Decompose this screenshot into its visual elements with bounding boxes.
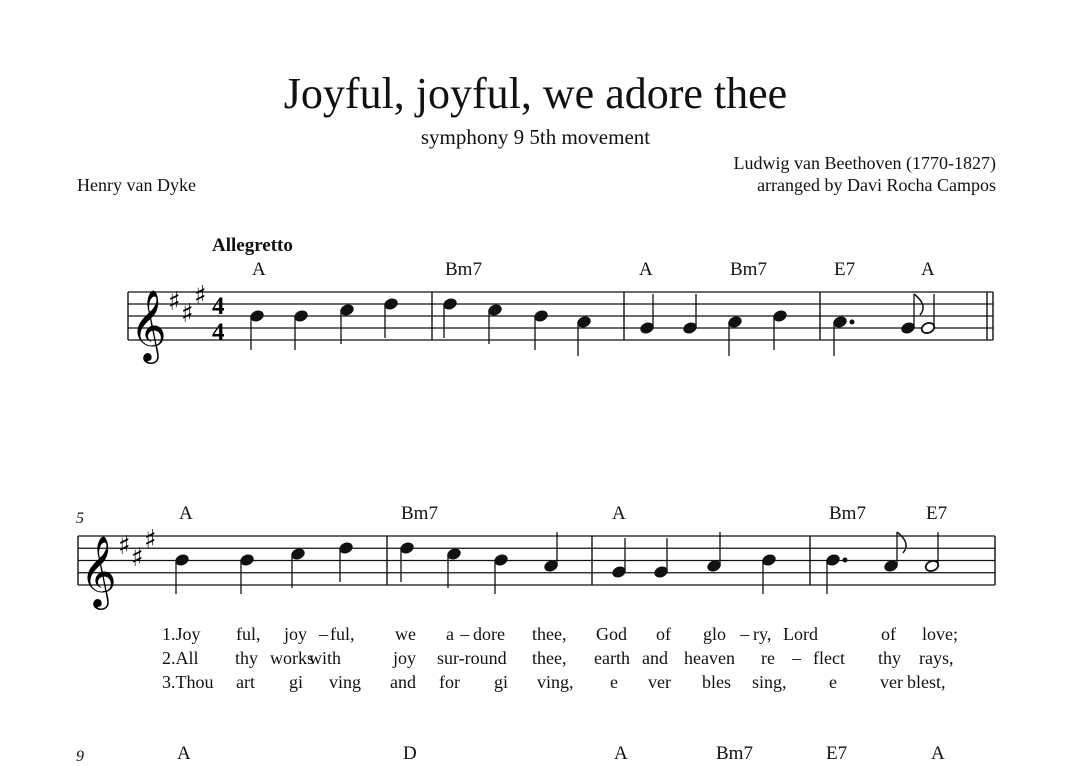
- chord-symbol: Bm7: [716, 743, 753, 764]
- music-note: [900, 294, 923, 335]
- music-note: [338, 541, 354, 582]
- tempo-marking: Allegretto: [212, 235, 293, 256]
- treble-clef-icon: 𝄞: [130, 288, 167, 361]
- lyric-verse-2-word: –: [792, 648, 801, 668]
- lyric-verse-1-word: God: [596, 624, 627, 644]
- music-note: [399, 541, 415, 582]
- music-note: [639, 294, 655, 335]
- lyric-verse-1-word: a: [446, 624, 454, 644]
- lyric-verse-3-word: sing,: [752, 672, 787, 692]
- augmentation-dot: [850, 320, 855, 325]
- lyric-verse-3-word: and: [390, 672, 416, 692]
- chord-symbol: A: [931, 743, 945, 764]
- staff-system-1: [128, 281, 993, 364]
- lyric-verse-3-word: e: [829, 672, 837, 692]
- composer-credit: Ludwig van Beethoven (1770-1827): [733, 153, 996, 173]
- chord-symbol: A: [614, 743, 628, 764]
- lyric-verse-3-word: 3.Thou: [162, 672, 214, 692]
- lyric-verse-3-word: ving: [329, 672, 362, 692]
- lyric-verse-2-word: heaven: [684, 648, 735, 668]
- music-note: [832, 315, 854, 356]
- lyric-verse-2-word: flect: [813, 648, 845, 668]
- treble-clef-icon: 𝄞: [80, 534, 117, 607]
- lyric-verse-1-word: ful,: [330, 624, 355, 644]
- eighth-note-flag: [897, 532, 906, 553]
- music-note: [239, 553, 255, 594]
- lyric-verse-2-word: re: [761, 648, 775, 668]
- music-note: [825, 553, 847, 594]
- lyric-verse-1-word: we: [395, 624, 416, 644]
- music-note: [493, 553, 509, 594]
- music-note: [761, 553, 777, 594]
- lyric-verse-3-word: ver: [648, 672, 671, 692]
- chord-symbol: Bm7: [829, 503, 866, 524]
- music-note: [174, 553, 190, 594]
- lyric-verse-1-word: glo: [703, 624, 727, 644]
- lyric-verse-3-word: blest,: [907, 672, 946, 692]
- chord-symbol: E7: [834, 259, 856, 280]
- chord-symbol: D: [403, 743, 417, 764]
- lyric-verse-3-word: ver: [880, 672, 903, 692]
- music-note: [339, 303, 355, 344]
- music-note: [883, 532, 906, 573]
- lyric-verse-1-word: 1.Joy: [162, 624, 201, 644]
- chord-symbol: A: [921, 259, 935, 280]
- lyric-verse-3-word: for: [439, 672, 460, 692]
- music-note: [533, 309, 549, 350]
- lyric-verse-3-word: bles: [702, 672, 731, 692]
- lyric-verse-3-word: art: [236, 672, 255, 692]
- chord-symbol: Bm7: [445, 259, 482, 280]
- lyric-verse-1-word: –: [460, 624, 469, 644]
- lyric-verse-1-word: ry,: [753, 624, 772, 644]
- music-note: [706, 532, 722, 573]
- chord-symbol: A: [179, 503, 193, 524]
- music-note: [653, 538, 669, 579]
- song-title: Joyful, joyful, we adore thee: [283, 69, 788, 118]
- lyric-verse-1-word: –: [319, 624, 328, 644]
- sharp-icon: ♯: [181, 299, 194, 329]
- music-note: [293, 309, 309, 350]
- lyric-verse-3-word: gi: [494, 672, 509, 692]
- music-note: [543, 532, 559, 573]
- lyric-verse-1-word: joy: [284, 624, 308, 644]
- chord-symbol: E7: [926, 503, 948, 524]
- lyric-verse-1-word: ful,: [236, 624, 261, 644]
- music-note: [727, 315, 743, 356]
- chord-symbol: Bm7: [730, 259, 767, 280]
- music-note: [446, 547, 462, 588]
- staff-system-2: [78, 525, 995, 610]
- lyric-verse-2-word: and: [642, 648, 668, 668]
- lyric-verse-3-word: ving,: [537, 672, 574, 692]
- measure-number-9: 9: [76, 748, 84, 765]
- music-note: [487, 303, 503, 344]
- music-note: [772, 309, 788, 350]
- time-signature-top: 4: [212, 293, 225, 320]
- staff-lines-system-2: [78, 536, 995, 585]
- lyric-verse-1-word: –: [740, 624, 749, 644]
- lyricist-credit: Henry van Dyke: [77, 175, 196, 195]
- lyric-verse-3-word: e: [610, 672, 618, 692]
- time-signature-bottom: 4: [212, 319, 225, 346]
- lyric-verse-1-word: of: [881, 624, 896, 644]
- augmentation-dot: [843, 558, 848, 563]
- lyric-verse-2-word: with: [309, 648, 342, 668]
- music-note: [924, 532, 940, 573]
- chord-symbol: E7: [826, 743, 848, 764]
- lyric-verse-2-word: thee,: [532, 648, 567, 668]
- lyric-verse-1-word: Lord: [783, 624, 818, 644]
- song-subtitle: symphony 9 5th movement: [420, 125, 651, 149]
- sharp-icon: ♯: [168, 287, 181, 317]
- music-note: [290, 547, 306, 588]
- music-note: [442, 297, 458, 338]
- music-note: [383, 297, 399, 338]
- lyric-verse-2-word: rays,: [919, 648, 954, 668]
- lyric-verse-2-word: earth: [594, 648, 630, 668]
- lyric-verse-1-word: dore: [473, 624, 505, 644]
- sharp-icon: ♯: [194, 281, 207, 311]
- music-note: [920, 294, 936, 335]
- sharp-icon: ♯: [118, 531, 131, 561]
- chord-symbol: Bm7: [401, 503, 438, 524]
- chord-symbol: A: [639, 259, 653, 280]
- lyric-verse-2-word: joy: [393, 648, 417, 668]
- sharp-icon: ♯: [131, 543, 144, 573]
- lyric-verse-3-word: gi: [289, 672, 304, 692]
- sharp-icon: ♯: [144, 525, 157, 555]
- music-note: [682, 294, 698, 335]
- music-note: [249, 309, 265, 350]
- arranger-credit: arranged by Davi Rocha Campos: [757, 175, 996, 195]
- lyric-verse-1-word: thee,: [532, 624, 567, 644]
- chord-symbol: A: [177, 743, 191, 764]
- lyric-verse-2-word: thy: [878, 648, 902, 668]
- lyric-verse-1-word: of: [656, 624, 671, 644]
- notes-system-1: [249, 294, 936, 356]
- lyric-verse-2-word: thy: [235, 648, 259, 668]
- music-note: [611, 538, 627, 579]
- chord-symbol: A: [252, 259, 266, 280]
- lyric-verse-2-word: sur-round: [437, 648, 507, 668]
- lyric-verse-2-word: works: [270, 648, 314, 668]
- chord-symbol: A: [612, 503, 626, 524]
- measure-number-5: 5: [76, 510, 84, 527]
- music-note: [576, 315, 592, 356]
- lyric-verse-1-word: love;: [922, 624, 958, 644]
- lyric-verse-2-word: 2.All: [162, 648, 199, 668]
